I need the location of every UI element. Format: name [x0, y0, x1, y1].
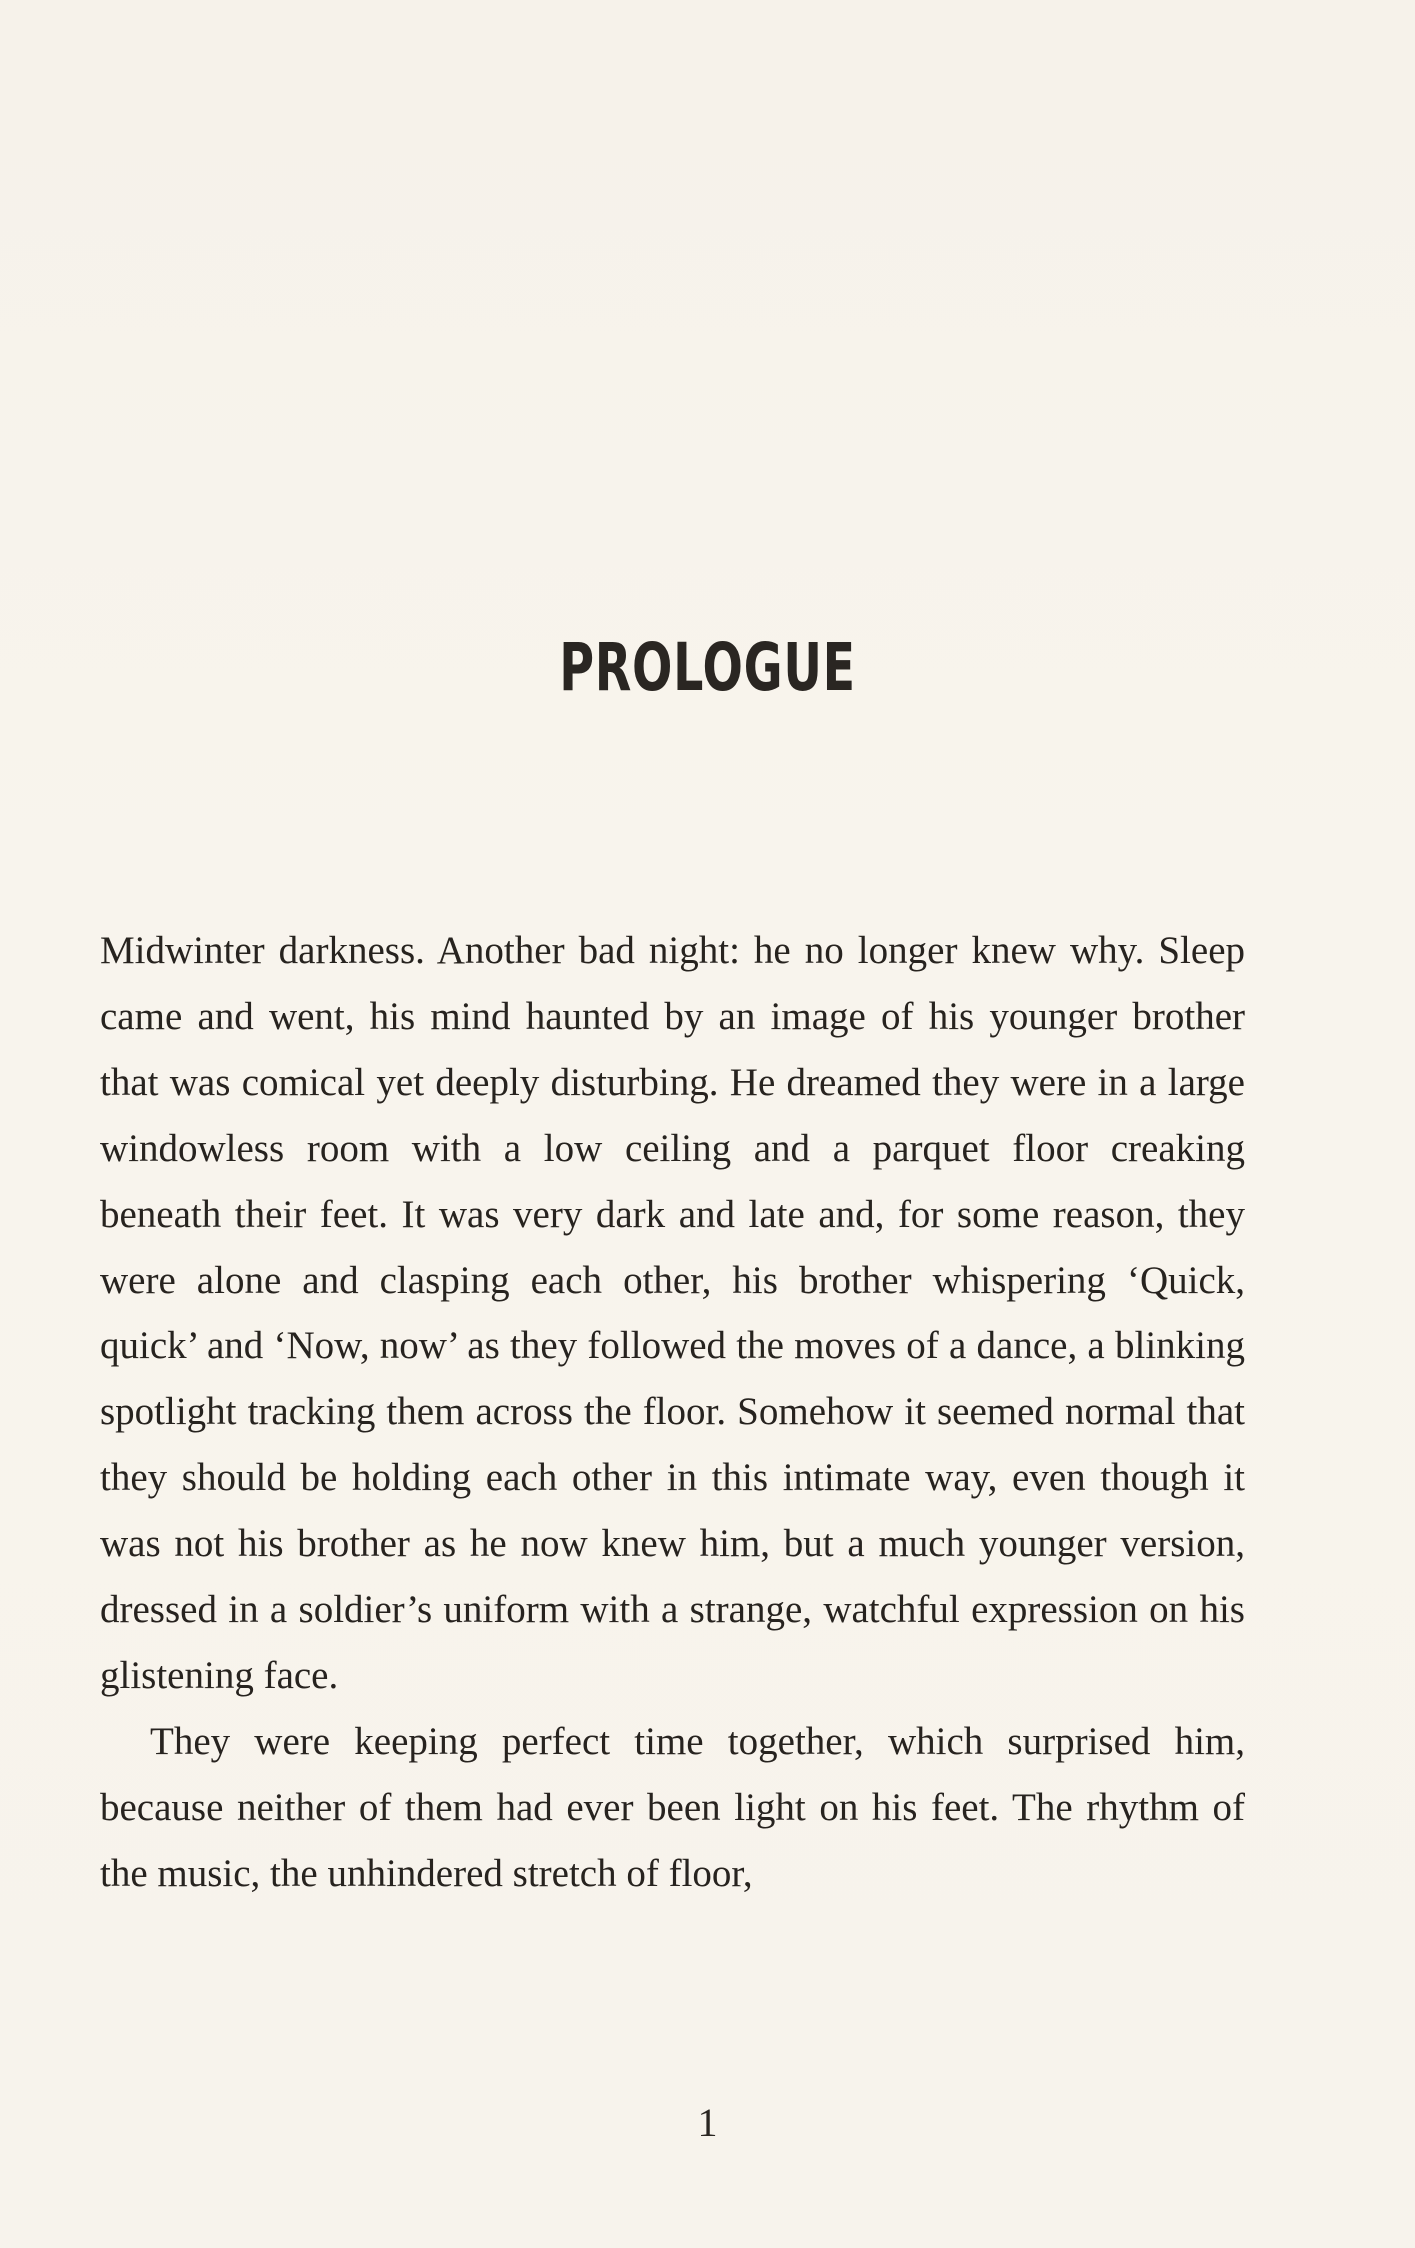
- page-number: 1: [697, 2100, 718, 2145]
- paragraph-2: They were keeping perfect time together, which surprised him, because neither of them had ever been light on his feet. The rhythm of the music, the unhindered stretch of floor,: [100, 1719, 1245, 1895]
- body-text: [100, 918, 1245, 1907]
- chapter-title: PROLOGUE: [559, 629, 856, 706]
- paragraph-1: Midwinter darkness. Another bad night: he no longer knew why. Sleep came and went, his mind haunted by an image of his younger brother that was comical yet deeply disturbing. He dreamed they were in a large windowless room with a low ceiling and a parquet floor creaking beneath their feet. It was very dark and late and, for some reason, they were alone and clasping each other, his brother whispering ‘Quick, quick’ and ‘Now, now’ as they followed the moves of a dance, a blinking spotlight tracking them across the floor. Somehow it seemed normal that they should be holding each other in this intimate way, even though it was not his brother as he now knew him, but a much younger version, dressed in a soldier’s uniform with a strange, watchful expression on his glistening face.: [100, 929, 1245, 1697]
